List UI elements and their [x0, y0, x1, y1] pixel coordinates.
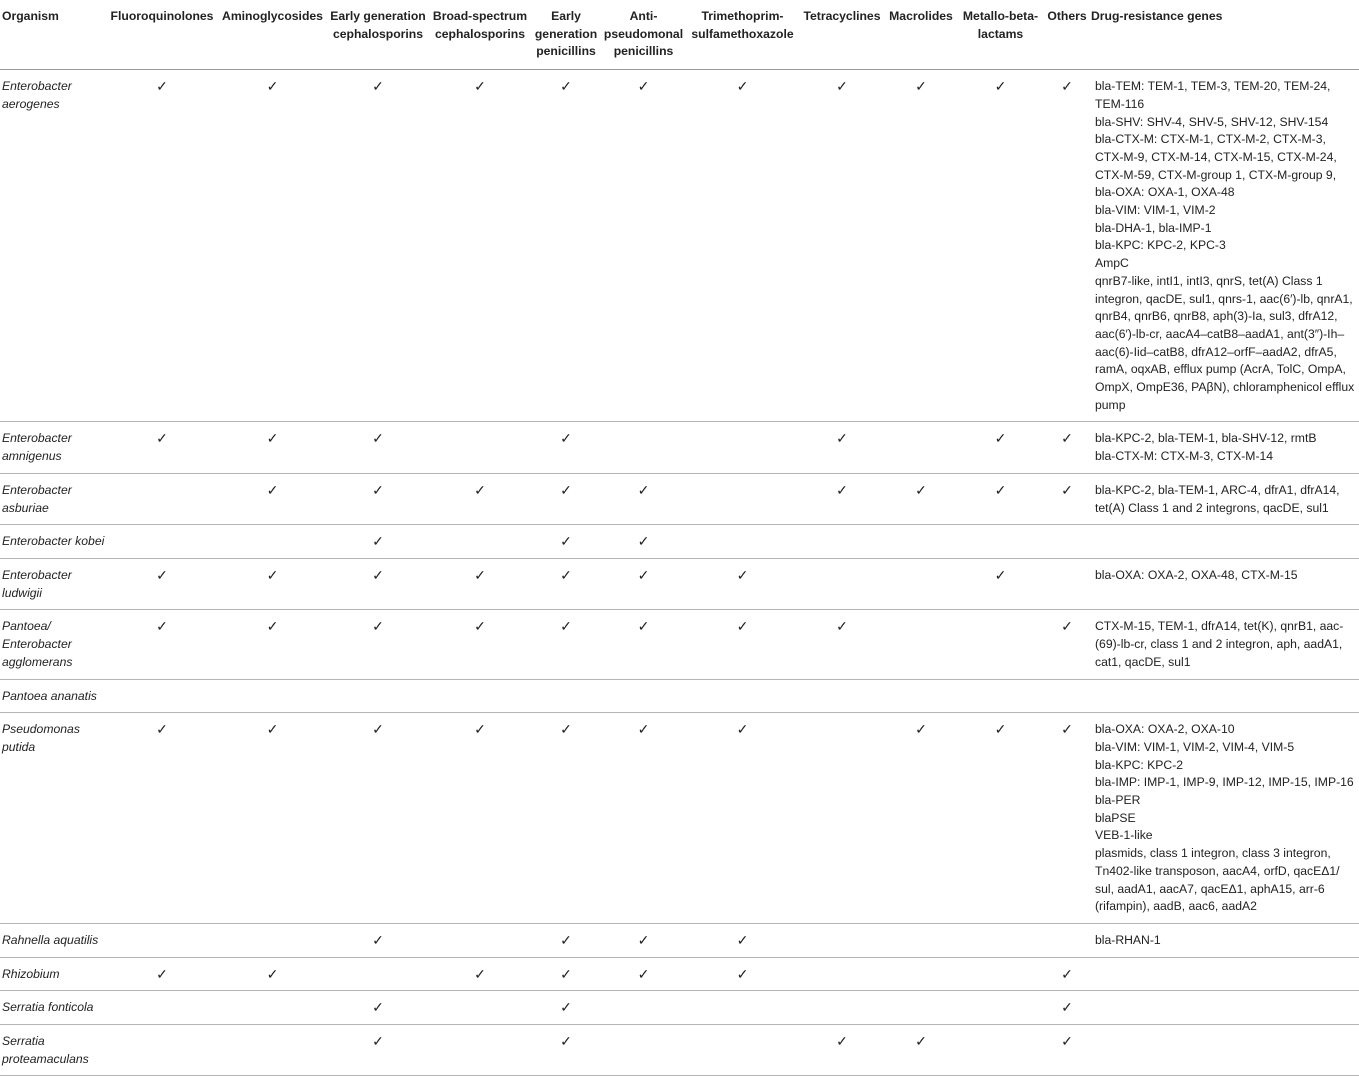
- check-cell-anti-pseudomonal-penicillins: [600, 610, 687, 679]
- gene-line: bla-KPC: KPC-2, KPC-3: [1095, 238, 1226, 253]
- check-cell-metallo-beta-lactams: [956, 558, 1045, 609]
- check-cell-broad-cephalosporins: [428, 422, 532, 473]
- header-macrolides: Macrolides: [886, 0, 956, 70]
- check-cell-trimethoprim-sulfamethoxazole: [687, 1025, 798, 1076]
- gene-line: plasmids, class 1 integron, class 3 integron, Tn402-like transposon, aacA4, orfD, qacEΔ1/ sul, aadA1, aacA7, qacEΔ1, aphA15, arr-6 (rifampin), aadB, aac6, aadA2: [1095, 846, 1340, 914]
- check-cell-anti-pseudomonal-penicillins: [600, 70, 687, 422]
- gene-line: bla-CTX-M: CTX-M-3, CTX-M-14: [1095, 449, 1274, 464]
- checkmark-icon: ✓: [637, 78, 650, 95]
- header-row: [0, 0, 1359, 70]
- checkmark-icon: ✓: [994, 566, 1007, 583]
- check-cell-trimethoprim-sulfamethoxazole: [687, 525, 798, 559]
- check-cell-early-penicillins: [532, 525, 600, 559]
- checkmark-icon: ✓: [637, 618, 650, 635]
- check-cell-anti-pseudomonal-penicillins: [600, 1025, 687, 1076]
- header-trimethoprim-sulfamethoxazole: Trimethoprim-sulfamethoxazole: [687, 0, 798, 70]
- gene-line: bla-VIM: VIM-1, VIM-2, VIM-4, VIM-5: [1095, 739, 1295, 754]
- checkmark-icon: ✓: [156, 618, 168, 635]
- header-early-cephalosporins: Early generation cephalosporins: [328, 0, 428, 70]
- gene-line: bla-OXA: OXA-1, OXA-48: [1095, 185, 1235, 200]
- header-aminoglycosides: Aminoglycosides: [217, 0, 328, 70]
- check-cell-early-cephalosporins: [328, 70, 428, 422]
- checkmark-icon: ✓: [474, 78, 486, 95]
- check-cell-others: [1045, 679, 1089, 713]
- checkmark-icon: ✓: [637, 533, 650, 550]
- checkmark-icon: ✓: [560, 931, 572, 948]
- check-cell-trimethoprim-sulfamethoxazole: [687, 679, 798, 713]
- check-cell-metallo-beta-lactams: [956, 679, 1045, 713]
- check-cell-broad-cephalosporins: [428, 713, 532, 924]
- checkmark-icon: ✓: [266, 721, 279, 738]
- check-cell-trimethoprim-sulfamethoxazole: [687, 991, 798, 1025]
- check-cell-macrolides: [886, 679, 956, 713]
- check-cell-tetracyclines: [798, 679, 886, 713]
- checkmark-icon: ✓: [372, 78, 384, 95]
- check-cell-others: [1045, 713, 1089, 924]
- check-cell-early-cephalosporins: [328, 525, 428, 559]
- organism-cell: Pseudomonas putida: [0, 713, 107, 924]
- check-cell-broad-cephalosporins: [428, 991, 532, 1025]
- gene-line: bla-OXA: OXA-2, OXA-10: [1095, 722, 1235, 737]
- checkmark-icon: ✓: [637, 481, 650, 498]
- check-cell-macrolides: [886, 70, 956, 422]
- check-cell-aminoglycosides: [217, 991, 328, 1025]
- gene-line: bla-VIM: VIM-1, VIM-2: [1095, 203, 1216, 218]
- check-cell-anti-pseudomonal-penicillins: [600, 525, 687, 559]
- header-tetracyclines: Tetracyclines: [798, 0, 886, 70]
- genes-cell: [1089, 422, 1359, 473]
- checkmark-icon: ✓: [372, 618, 384, 635]
- header-fluoroquinolones: Fluoroquinolones: [107, 0, 217, 70]
- checkmark-icon: ✓: [836, 618, 848, 635]
- check-cell-early-penicillins: [532, 422, 600, 473]
- check-cell-broad-cephalosporins: [428, 1025, 532, 1076]
- checkmark-icon: ✓: [474, 566, 486, 583]
- checkmark-icon: ✓: [1061, 481, 1073, 498]
- check-cell-metallo-beta-lactams: [956, 70, 1045, 422]
- checkmark-icon: ✓: [474, 965, 486, 982]
- organism-cell: Serratia proteamaculans: [0, 1025, 107, 1076]
- checkmark-icon: ✓: [736, 931, 749, 948]
- check-cell-metallo-beta-lactams: [956, 473, 1045, 524]
- gene-line: AmpC: [1095, 256, 1129, 271]
- check-cell-others: [1045, 422, 1089, 473]
- header-anti-pseudomonal-penicillins: Anti-pseudomonal penicillins: [600, 0, 687, 70]
- header-metallo-beta-lactams: Metallo-beta-lactams: [956, 0, 1045, 70]
- gene-line: VEB-1-like: [1095, 828, 1153, 843]
- check-cell-tetracyclines: [798, 923, 886, 957]
- check-cell-early-penicillins: [532, 70, 600, 422]
- genes-cell: [1089, 558, 1359, 609]
- checkmark-icon: ✓: [560, 1033, 572, 1050]
- check-cell-early-penicillins: [532, 558, 600, 609]
- checkmark-icon: ✓: [915, 721, 927, 738]
- check-cell-metallo-beta-lactams: [956, 991, 1045, 1025]
- table-row: [0, 713, 1359, 924]
- check-cell-others: [1045, 558, 1089, 609]
- gene-line: bla-KPC: KPC-2: [1095, 757, 1184, 772]
- checkmark-icon: ✓: [372, 481, 384, 498]
- checkmark-icon: ✓: [560, 566, 572, 583]
- table-row: [0, 422, 1359, 473]
- checkmark-icon: ✓: [1061, 965, 1073, 982]
- check-cell-aminoglycosides: [217, 713, 328, 924]
- check-cell-broad-cephalosporins: [428, 70, 532, 422]
- check-cell-macrolides: [886, 558, 956, 609]
- check-cell-others: [1045, 473, 1089, 524]
- check-cell-tetracyclines: [798, 70, 886, 422]
- check-cell-fluoroquinolones: [107, 1025, 217, 1076]
- check-cell-early-cephalosporins: [328, 610, 428, 679]
- gene-line: CTX-M-15, TEM-1, dfrA14, tet(K), qnrB1, aac-(69)-lb-cr, class 1 and 2 integron, aph, aadA1, cat1, qacDE, sul1: [1095, 619, 1344, 669]
- check-cell-tetracyclines: [798, 558, 886, 609]
- check-cell-macrolides: [886, 422, 956, 473]
- check-cell-early-penicillins: [532, 610, 600, 679]
- check-cell-broad-cephalosporins: [428, 610, 532, 679]
- check-cell-aminoglycosides: [217, 70, 328, 422]
- checkmark-icon: ✓: [915, 481, 927, 498]
- check-cell-aminoglycosides: [217, 558, 328, 609]
- checkmark-icon: ✓: [836, 481, 848, 498]
- check-cell-others: [1045, 991, 1089, 1025]
- gene-line: bla-RHAN-1: [1095, 932, 1161, 947]
- check-cell-trimethoprim-sulfamethoxazole: [687, 923, 798, 957]
- gene-line: bla-OXA: OXA-2, OXA-48, CTX-M-15: [1095, 567, 1298, 582]
- check-cell-macrolides: [886, 991, 956, 1025]
- checkmark-icon: ✓: [156, 566, 168, 583]
- checkmark-icon: ✓: [372, 1033, 384, 1050]
- check-cell-early-penicillins: [532, 923, 600, 957]
- check-cell-metallo-beta-lactams: [956, 525, 1045, 559]
- checkmark-icon: ✓: [560, 721, 572, 738]
- check-cell-early-cephalosporins: [328, 473, 428, 524]
- genes-cell: [1089, 1025, 1359, 1076]
- check-cell-early-penicillins: [532, 1025, 600, 1076]
- gene-line: bla-TEM: TEM-1, TEM-3, TEM-20, TEM-24, TEM-116: [1095, 79, 1331, 111]
- check-cell-anti-pseudomonal-penicillins: [600, 923, 687, 957]
- checkmark-icon: ✓: [560, 965, 572, 982]
- check-cell-anti-pseudomonal-penicillins: [600, 679, 687, 713]
- check-cell-trimethoprim-sulfamethoxazole: [687, 713, 798, 924]
- checkmark-icon: ✓: [266, 481, 279, 498]
- checkmark-icon: ✓: [156, 78, 168, 95]
- table-row: [0, 991, 1359, 1025]
- organism-cell: Enterobacter asburiae: [0, 473, 107, 524]
- table-row: [0, 558, 1359, 609]
- check-cell-tetracyclines: [798, 1025, 886, 1076]
- check-cell-broad-cephalosporins: [428, 473, 532, 524]
- checkmark-icon: ✓: [560, 481, 572, 498]
- checkmark-icon: ✓: [1061, 430, 1073, 447]
- checkmark-icon: ✓: [560, 430, 572, 447]
- check-cell-anti-pseudomonal-penicillins: [600, 713, 687, 924]
- check-cell-aminoglycosides: [217, 923, 328, 957]
- checkmark-icon: ✓: [156, 430, 168, 447]
- checkmark-icon: ✓: [372, 430, 384, 447]
- genes-cell: [1089, 679, 1359, 713]
- checkmark-icon: ✓: [637, 566, 650, 583]
- checkmark-icon: ✓: [637, 931, 650, 948]
- check-cell-fluoroquinolones: [107, 70, 217, 422]
- header-broad-cephalosporins: Broad-spectrum cephalosporins: [428, 0, 532, 70]
- gene-line: bla-KPC-2, bla-TEM-1, ARC-4, dfrA1, dfrA14, tet(A) Class 1 and 2 integrons, qacDE, sul1: [1095, 482, 1340, 515]
- gene-line: qnrB7-like, intI1, intI3, qnrS, tet(A) Class 1 integron, qacDE, sul1, qnrs-1, aac(6′)-lb, qnrA1, qnrB4, qnrB6, qnrB8, aph(3)-Ia, sul3, dfrA12, aac(6′)-lb-cr, aacA4–catB8–aadA1, ant(3″)-Ih–aac(6)-Iid–catB8, dfrA12–orfF–aadA2, dfrA5, ramA, oqxAB, efflux pump (AcrA, TolC, OmpA, OmpX, OmpE36, PAβN), chloramphenicol efflux pump: [1095, 273, 1355, 412]
- checkmark-icon: ✓: [915, 1033, 927, 1050]
- check-cell-trimethoprim-sulfamethoxazole: [687, 70, 798, 422]
- organism-cell: Pantoea/ Enterobacter agglomerans: [0, 610, 107, 679]
- checkmark-icon: ✓: [372, 533, 384, 550]
- check-cell-tetracyclines: [798, 422, 886, 473]
- check-cell-tetracyclines: [798, 713, 886, 924]
- check-cell-tetracyclines: [798, 610, 886, 679]
- checkmark-icon: ✓: [560, 618, 572, 635]
- check-cell-metallo-beta-lactams: [956, 610, 1045, 679]
- check-cell-others: [1045, 923, 1089, 957]
- check-cell-broad-cephalosporins: [428, 679, 532, 713]
- genes-cell: [1089, 991, 1359, 1025]
- header-organism: Organism: [0, 0, 107, 70]
- check-cell-early-penicillins: [532, 473, 600, 524]
- organism-cell: Enterobacter aerogenes: [0, 70, 107, 422]
- check-cell-broad-cephalosporins: [428, 923, 532, 957]
- checkmark-icon: ✓: [372, 721, 384, 738]
- check-cell-early-cephalosporins: [328, 713, 428, 924]
- check-cell-others: [1045, 70, 1089, 422]
- check-cell-others: [1045, 610, 1089, 679]
- check-cell-fluoroquinolones: [107, 422, 217, 473]
- header-drug-resistance-genes: Drug-resistance genes: [1089, 0, 1359, 70]
- checkmark-icon: ✓: [372, 566, 384, 583]
- checkmark-icon: ✓: [266, 965, 279, 982]
- check-cell-aminoglycosides: [217, 473, 328, 524]
- check-cell-fluoroquinolones: [107, 473, 217, 524]
- checkmark-icon: ✓: [372, 999, 384, 1016]
- header-others: Others: [1045, 0, 1089, 70]
- check-cell-early-cephalosporins: [328, 558, 428, 609]
- check-cell-trimethoprim-sulfamethoxazole: [687, 473, 798, 524]
- checkmark-icon: ✓: [736, 965, 749, 982]
- checkmark-icon: ✓: [736, 566, 749, 583]
- genes-cell: [1089, 525, 1359, 559]
- check-cell-others: [1045, 1025, 1089, 1076]
- check-cell-macrolides: [886, 525, 956, 559]
- organism-cell: Enterobacter amnigenus: [0, 422, 107, 473]
- check-cell-trimethoprim-sulfamethoxazole: [687, 610, 798, 679]
- table-row: [0, 473, 1359, 524]
- checkmark-icon: ✓: [736, 78, 749, 95]
- genes-cell: [1089, 713, 1359, 924]
- check-cell-aminoglycosides: [217, 610, 328, 679]
- checkmark-icon: ✓: [560, 78, 572, 95]
- gene-line: blaPSE: [1095, 810, 1136, 825]
- checkmark-icon: ✓: [1061, 999, 1073, 1016]
- check-cell-metallo-beta-lactams: [956, 422, 1045, 473]
- checkmark-icon: ✓: [994, 430, 1007, 447]
- checkmark-icon: ✓: [994, 721, 1007, 738]
- checkmark-icon: ✓: [637, 721, 650, 738]
- check-cell-early-cephalosporins: [328, 422, 428, 473]
- check-cell-early-penicillins: [532, 679, 600, 713]
- checkmark-icon: ✓: [836, 430, 848, 447]
- check-cell-early-cephalosporins: [328, 991, 428, 1025]
- check-cell-early-penicillins: [532, 991, 600, 1025]
- check-cell-aminoglycosides: [217, 679, 328, 713]
- check-cell-tetracyclines: [798, 525, 886, 559]
- checkmark-icon: ✓: [915, 78, 927, 95]
- check-cell-fluoroquinolones: [107, 679, 217, 713]
- checkmark-icon: ✓: [474, 618, 486, 635]
- checkmark-icon: ✓: [736, 721, 749, 738]
- table-row: [0, 1025, 1359, 1076]
- checkmark-icon: ✓: [1061, 78, 1073, 95]
- checkmark-icon: ✓: [266, 78, 279, 95]
- check-cell-fluoroquinolones: [107, 558, 217, 609]
- check-cell-early-cephalosporins: [328, 923, 428, 957]
- check-cell-anti-pseudomonal-penicillins: [600, 422, 687, 473]
- check-cell-tetracyclines: [798, 991, 886, 1025]
- check-cell-others: [1045, 525, 1089, 559]
- check-cell-fluoroquinolones: [107, 991, 217, 1025]
- gene-line: bla-KPC-2, bla-TEM-1, bla-SHV-12, rmtB: [1095, 431, 1317, 446]
- check-cell-fluoroquinolones: [107, 610, 217, 679]
- checkmark-icon: ✓: [994, 78, 1007, 95]
- checkmark-icon: ✓: [474, 721, 486, 738]
- check-cell-trimethoprim-sulfamethoxazole: [687, 558, 798, 609]
- check-cell-macrolides: [886, 1025, 956, 1076]
- gene-line: bla-PER: [1095, 793, 1141, 808]
- check-cell-aminoglycosides: [217, 525, 328, 559]
- table-body: [0, 70, 1359, 1076]
- checkmark-icon: ✓: [1061, 618, 1073, 635]
- organism-cell: Rhizobium: [0, 957, 107, 991]
- checkmark-icon: ✓: [372, 931, 384, 948]
- check-cell-metallo-beta-lactams: [956, 713, 1045, 924]
- checkmark-icon: ✓: [156, 965, 168, 982]
- organism-cell: Enterobacter kobei: [0, 525, 107, 559]
- check-cell-macrolides: [886, 923, 956, 957]
- checkmark-icon: ✓: [836, 78, 848, 95]
- table-row: [0, 679, 1359, 713]
- organism-cell: Pantoea ananatis: [0, 679, 107, 713]
- check-cell-metallo-beta-lactams: [956, 923, 1045, 957]
- check-cell-early-cephalosporins: [328, 679, 428, 713]
- checkmark-icon: ✓: [1061, 1033, 1073, 1050]
- checkmark-icon: ✓: [266, 430, 279, 447]
- check-cell-macrolides: [886, 473, 956, 524]
- check-cell-macrolides: [886, 713, 956, 924]
- checkmark-icon: ✓: [994, 481, 1007, 498]
- gene-line: bla-IMP: IMP-1, IMP-9, IMP-12, IMP-15, IMP-16: [1095, 775, 1354, 790]
- checkmark-icon: ✓: [560, 533, 572, 550]
- checkmark-icon: ✓: [637, 965, 650, 982]
- organism-cell: Rahnella aquatilis: [0, 923, 107, 957]
- check-cell-anti-pseudomonal-penicillins: [600, 991, 687, 1025]
- check-cell-macrolides: [886, 610, 956, 679]
- check-cell-tetracyclines: [798, 473, 886, 524]
- check-cell-fluoroquinolones: [107, 923, 217, 957]
- checkmark-icon: ✓: [266, 566, 279, 583]
- check-cell-broad-cephalosporins: [428, 525, 532, 559]
- checkmark-icon: ✓: [836, 1033, 848, 1050]
- check-cell-anti-pseudomonal-penicillins: [600, 558, 687, 609]
- check-cell-metallo-beta-lactams: [956, 1025, 1045, 1076]
- gene-line: bla-SHV: SHV-4, SHV-5, SHV-12, SHV-154: [1095, 114, 1329, 129]
- check-cell-aminoglycosides: [217, 1025, 328, 1076]
- check-cell-early-penicillins: [532, 713, 600, 924]
- check-cell-broad-cephalosporins: [428, 558, 532, 609]
- check-cell-trimethoprim-sulfamethoxazole: [687, 422, 798, 473]
- check-cell-fluoroquinolones: [107, 713, 217, 924]
- checkmark-icon: ✓: [560, 999, 572, 1016]
- genes-cell: [1089, 923, 1359, 957]
- organism-cell: Enterobacter ludwigii: [0, 558, 107, 609]
- genes-cell: [1089, 473, 1359, 524]
- check-cell-fluoroquinolones: [107, 525, 217, 559]
- header-early-penicillins: Early generation penicillins: [532, 0, 600, 70]
- gene-line: bla-CTX-M: CTX-M-1, CTX-M-2, CTX-M-3, CTX-M-9, CTX-M-14, CTX-M-15, CTX-M-24, CTX-M-59, CTX-M-group 1, CTX-M-group 9,: [1095, 132, 1337, 182]
- genes-cell: [1089, 610, 1359, 679]
- checkmark-icon: ✓: [266, 618, 279, 635]
- check-cell-aminoglycosides: [217, 422, 328, 473]
- genes-cell: [1089, 70, 1359, 422]
- table-row: [0, 70, 1359, 422]
- organism-cell: Serratia fonticola: [0, 991, 107, 1025]
- table-row: [0, 610, 1359, 679]
- gene-line: bla-DHA-1, bla-IMP-1: [1095, 220, 1212, 235]
- checkmark-icon: ✓: [156, 721, 168, 738]
- check-cell-anti-pseudomonal-penicillins: [600, 473, 687, 524]
- checkmark-icon: ✓: [474, 481, 486, 498]
- check-cell-early-cephalosporins: [328, 1025, 428, 1076]
- checkmark-icon: ✓: [1061, 721, 1073, 738]
- table-row: [0, 525, 1359, 559]
- table-row: [0, 923, 1359, 957]
- checkmark-icon: ✓: [736, 618, 749, 635]
